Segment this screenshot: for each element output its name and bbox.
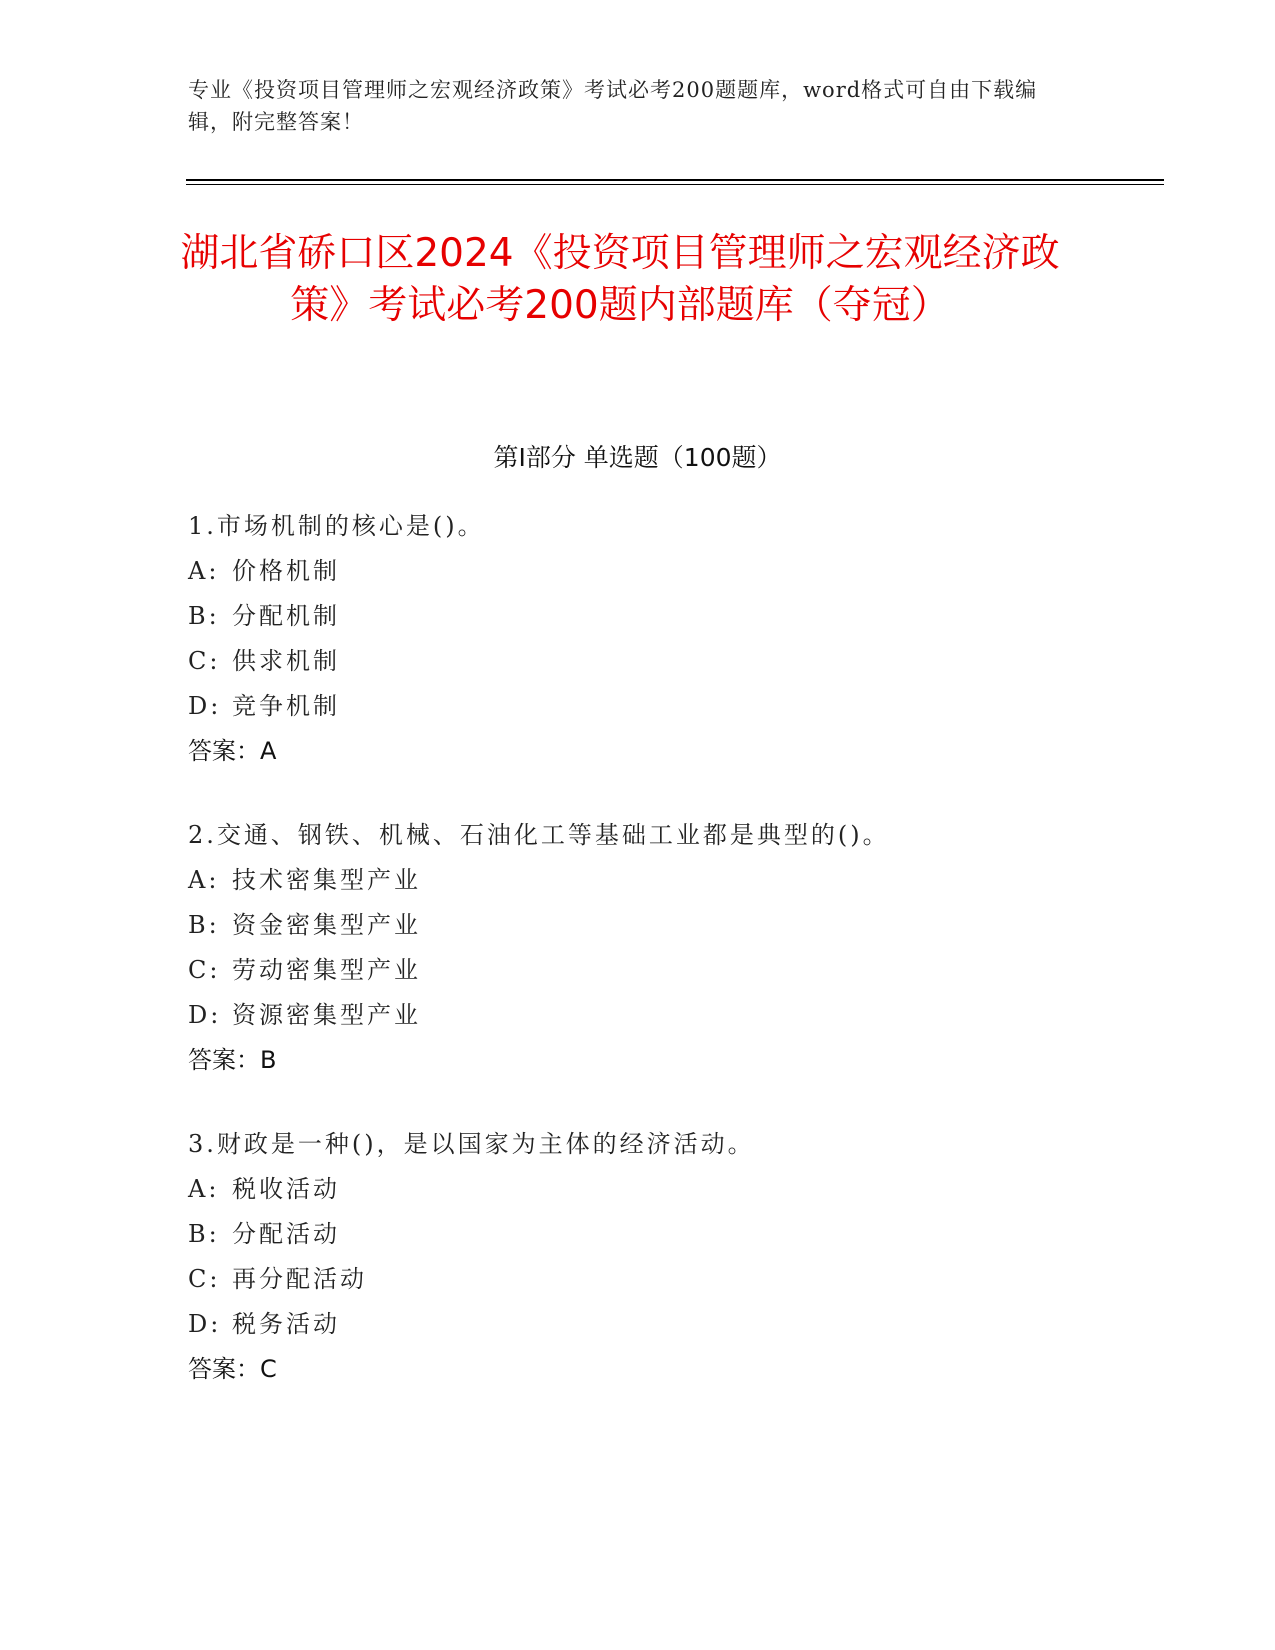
option-text: 竞争机制: [232, 692, 340, 720]
option-b: [188, 594, 1148, 639]
option-text: 技术密集型产业: [232, 866, 421, 894]
option-text: 资源密集型产业: [232, 1001, 421, 1029]
option-d: [188, 993, 1148, 1038]
option-d: [188, 684, 1148, 729]
option-text: 供求机制: [232, 647, 340, 675]
option-letter: C:: [188, 956, 221, 984]
option-c: [188, 948, 1148, 993]
option-a: [188, 549, 1148, 594]
option-text: 资金密集型产业: [232, 911, 421, 939]
option-c: [188, 639, 1148, 684]
option-b: [188, 1212, 1148, 1257]
question-2: [188, 813, 1148, 1083]
option-text: 分配机制: [232, 602, 340, 630]
option-text: 税收活动: [232, 1175, 340, 1203]
answer: 答案：A: [188, 737, 277, 765]
option-letter: C:: [188, 647, 221, 675]
option-text: 税务活动: [232, 1310, 340, 1338]
header-note: 专业《投资项目管理师之宏观经济政策》考试必考200题题库，word格式可自由下载编辑，附完整答案！: [188, 78, 1038, 134]
option-letter: C:: [188, 1265, 221, 1293]
section-title: 第Ⅰ部分 单选题（100题）: [493, 443, 782, 472]
document-title: 湖北省硚口区2024《投资项目管理师之宏观经济政策》考试必考200题内部题库（夺冠）: [180, 231, 1060, 328]
option-letter: D:: [188, 1310, 222, 1338]
option-letter: B:: [188, 602, 220, 630]
option-letter: A:: [188, 1175, 220, 1203]
question-1: [188, 504, 1148, 774]
option-text: 价格机制: [232, 557, 340, 585]
question-3: [188, 1122, 1148, 1392]
option-text: 再分配活动: [232, 1265, 367, 1293]
option-letter: B:: [188, 1220, 220, 1248]
option-letter: A:: [188, 557, 220, 585]
option-letter: A:: [188, 866, 220, 894]
answer: 答案：C: [188, 1355, 277, 1383]
option-text: 分配活动: [232, 1220, 340, 1248]
option-a: [188, 858, 1148, 903]
answer: 答案：B: [188, 1046, 277, 1074]
option-b: [188, 903, 1148, 948]
question-stem: 2.交通、钢铁、机械、石油化工等基础工业都是典型的()。: [188, 821, 890, 849]
option-a: [188, 1167, 1148, 1212]
header-divider-thick: [186, 179, 1164, 181]
option-text: 劳动密集型产业: [232, 956, 421, 984]
option-letter: B:: [188, 911, 220, 939]
question-stem: 1.市场机制的核心是()。: [188, 512, 485, 540]
option-letter: D:: [188, 1001, 222, 1029]
option-c: [188, 1257, 1148, 1302]
header-divider-thin: [186, 184, 1164, 185]
option-letter: D:: [188, 692, 222, 720]
option-d: [188, 1302, 1148, 1347]
question-stem: 3.财政是一种()，是以国家为主体的经济活动。: [188, 1130, 755, 1158]
